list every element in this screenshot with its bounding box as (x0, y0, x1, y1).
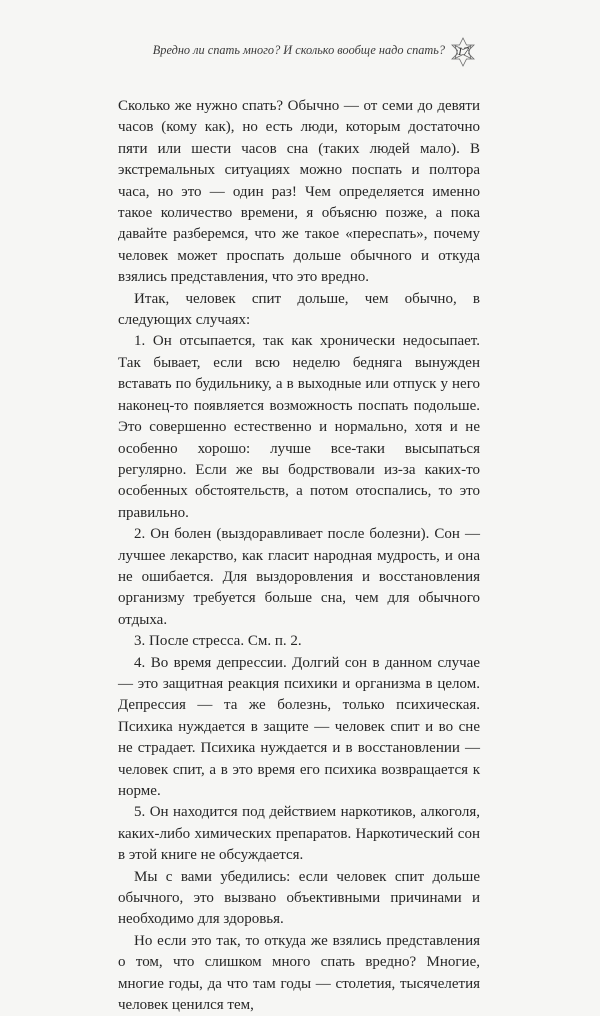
list-item: 4. Во время депрессии. Долгий сон в данном случае — это защитная реакция психики и организма в целом. Депрессия — та же болезнь, только психическая. Психика нуждается в защите — человек спит и во сне не страдает. Психика нуждается и в восстановлении — человек спит, а в это время его психика возвращается к норме. (118, 654, 480, 799)
page-number: 17 (457, 44, 469, 58)
paragraph: Мы с вами убедились: если человек спит дольше обычного, это вызвано объективными причинами и необходимо для здоровья. (118, 868, 480, 928)
list-item: 5. Он находится под действием наркотиков, алкоголя, каких-либо химических препаратов. Наркотический сон в этой книге не обсуждается. (118, 804, 480, 864)
running-header: Вредно ли спать много? И сколько вообще надо спать? (152, 43, 445, 57)
list-item: 1. Он отсыпается, так как хронически недосыпает. Так бывает, если всю неделю бедняга вынужден вставать по будильнику, а в выходные или отпуск у него наконец-то появляется возможность поспать подольше. Это совершенно естественно и нормально, хотя и не особенно хорошо: лучше все-таки высыпаться регулярно. Если же вы бодрствовали из-за каких-то особенных обстоятельств, а потом отоспались, то это правильно. (118, 333, 480, 521)
body-text (118, 96, 480, 1016)
list-item: 2. Он болен (выздоравливает после болезни). Сон — лучшее лекарство, как гласит народная мудрость, и она не ошибается. Для выздоровления и восстановления организму требуется больше сна, чем для обычного отдыха. (118, 526, 480, 628)
paragraph: Сколько же нужно спать? Обычно — от семи до девяти часов (кому как), но есть люди, которым достаточно пяти или шести часов сна (таких людей мало). В экстремальных ситуациях можно поспать и полтора часа, но это — один раз! Чем определяется именно такое количество времени, я объясню позже, а пока давайте разберемся, что же такое «переспать», почему человек может проспать дольше обычного и откуда взялись представления, что это вредно. (118, 98, 480, 286)
paragraph: Итак, человек спит дольше, чем обычно, в следующих случаях: (118, 290, 480, 329)
list-item: 3. После стресса. См. п. 2. (134, 633, 302, 650)
paragraph: Но если это так, то откуда же взялись представления о том, что слишком много спать вредно? Многие, многие годы, да что там годы — столетия, тысячелетия человек ценился тем, (118, 932, 480, 1014)
